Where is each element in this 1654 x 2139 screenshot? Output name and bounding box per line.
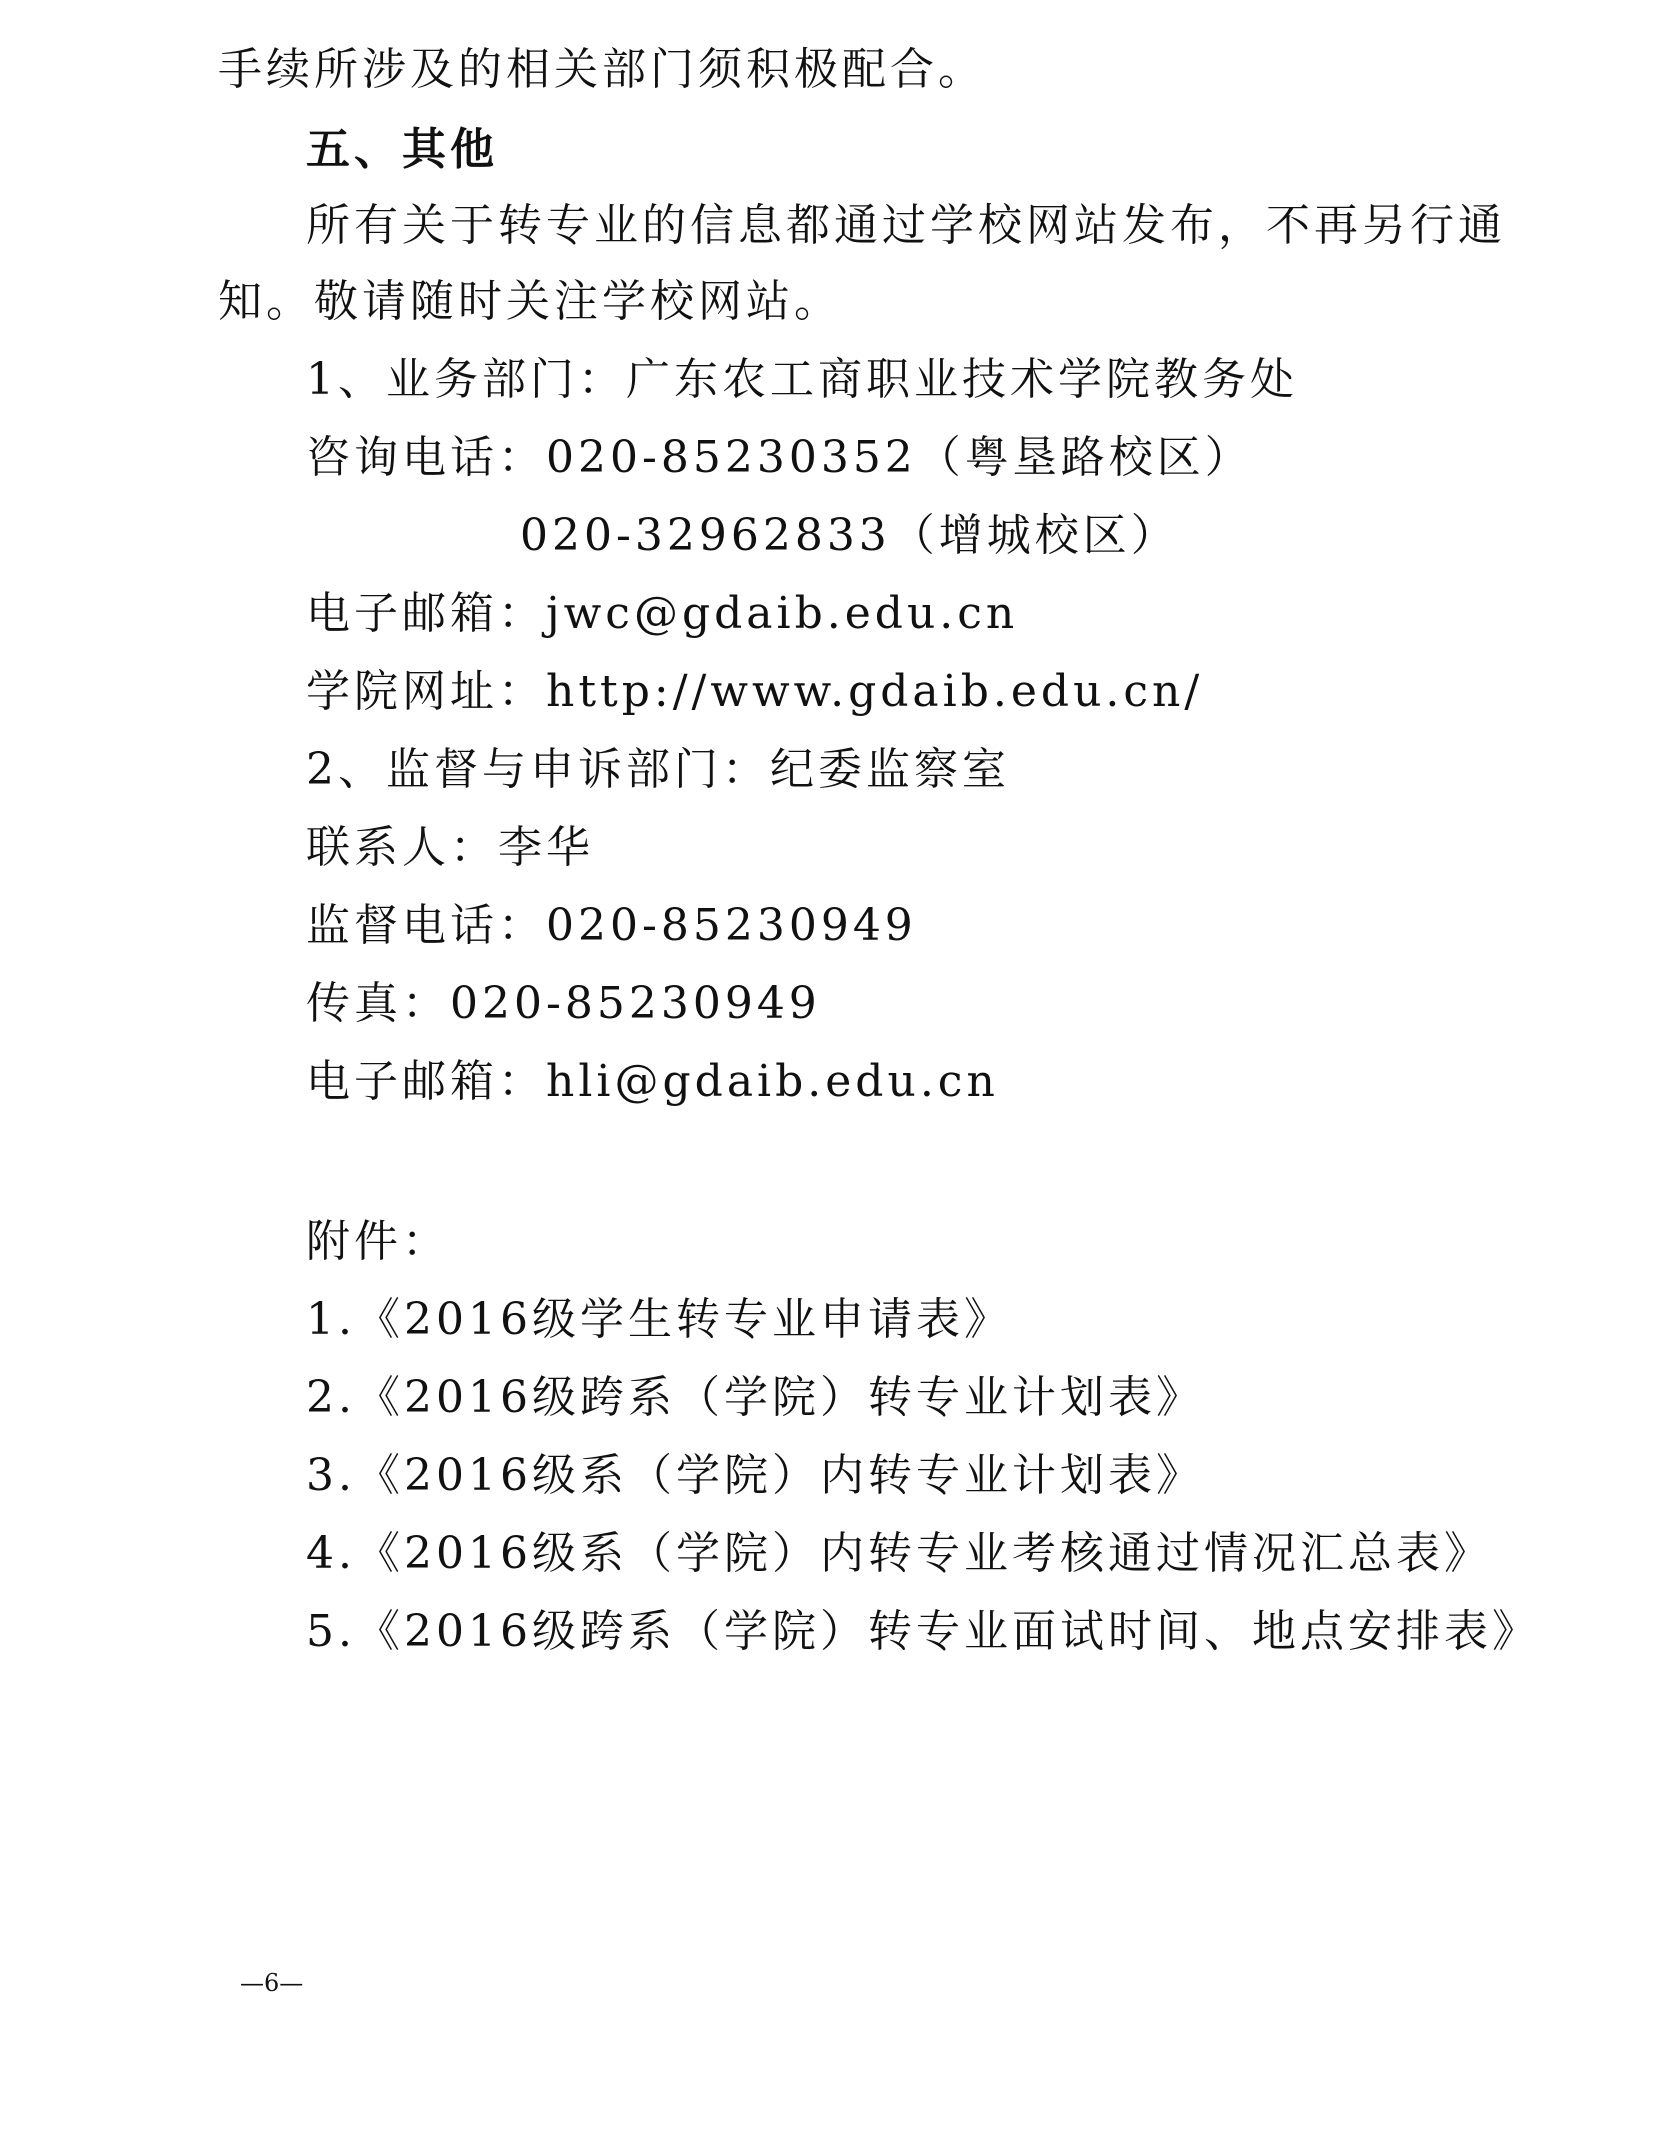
attachments-heading: 附件： — [306, 1216, 450, 1267]
website-value: http://www.gdaib.edu.cn/ — [546, 666, 1204, 717]
website-row — [306, 662, 1203, 722]
email2-value: hli@gdaib.edu.cn — [546, 1056, 999, 1107]
consult-phone-row — [306, 428, 1253, 488]
consult-phone-2: 020-32962833（增城校区） — [520, 510, 1179, 561]
item2-title: 2、监督与申诉部门：纪委监察室 — [306, 744, 1010, 795]
supervise-phone-value: 020-85230949 — [546, 900, 917, 951]
continuation-line: 手续所涉及的相关部门须积极配合。 — [218, 44, 986, 95]
attachment-item: 1.《2016级学生转专业申请表》 — [306, 1294, 1012, 1345]
fax-value: 020-85230949 — [450, 978, 821, 1029]
email2-row — [306, 1052, 999, 1112]
fax-label: 传真： — [306, 978, 450, 1029]
paragraph-line-1: 所有关于转专业的信息都通过学校网站发布，不再另行通 — [306, 200, 1506, 251]
website-label: 学院网址： — [306, 666, 546, 717]
email1-value: jwc@gdaib.edu.cn — [546, 588, 1019, 639]
section-heading: 五、其他 — [306, 124, 498, 175]
supervise-phone-row — [306, 896, 917, 956]
contact-person-value: 李华 — [498, 822, 594, 873]
attachment-item: 3.《2016级系（学院）内转专业计划表》 — [306, 1450, 1204, 1501]
page-number: —6— — [240, 1969, 304, 1997]
fax-row — [306, 974, 821, 1034]
email1-label: 电子邮箱： — [306, 588, 546, 639]
consult-phone-1: 020-85230352（粤垦路校区） — [546, 432, 1253, 483]
item1-title: 1、业务部门：广东农工商职业技术学院教务处 — [306, 354, 1298, 405]
contact-person-row — [306, 818, 594, 878]
attachment-item: 2.《2016级跨系（学院）转专业计划表》 — [306, 1372, 1204, 1423]
attachment-item: 4.《2016级系（学院）内转专业考核通过情况汇总表》 — [306, 1528, 1492, 1579]
consult-label: 咨询电话： — [306, 432, 546, 483]
paragraph-line-2: 知。敬请随时关注学校网站。 — [218, 276, 842, 327]
attachment-item: 5.《2016级跨系（学院）转专业面试时间、地点安排表》 — [306, 1606, 1540, 1657]
email2-label: 电子邮箱： — [306, 1056, 546, 1107]
supervise-phone-label: 监督电话： — [306, 900, 546, 951]
contact-person-label: 联系人： — [306, 822, 498, 873]
email1-row — [306, 584, 1018, 644]
